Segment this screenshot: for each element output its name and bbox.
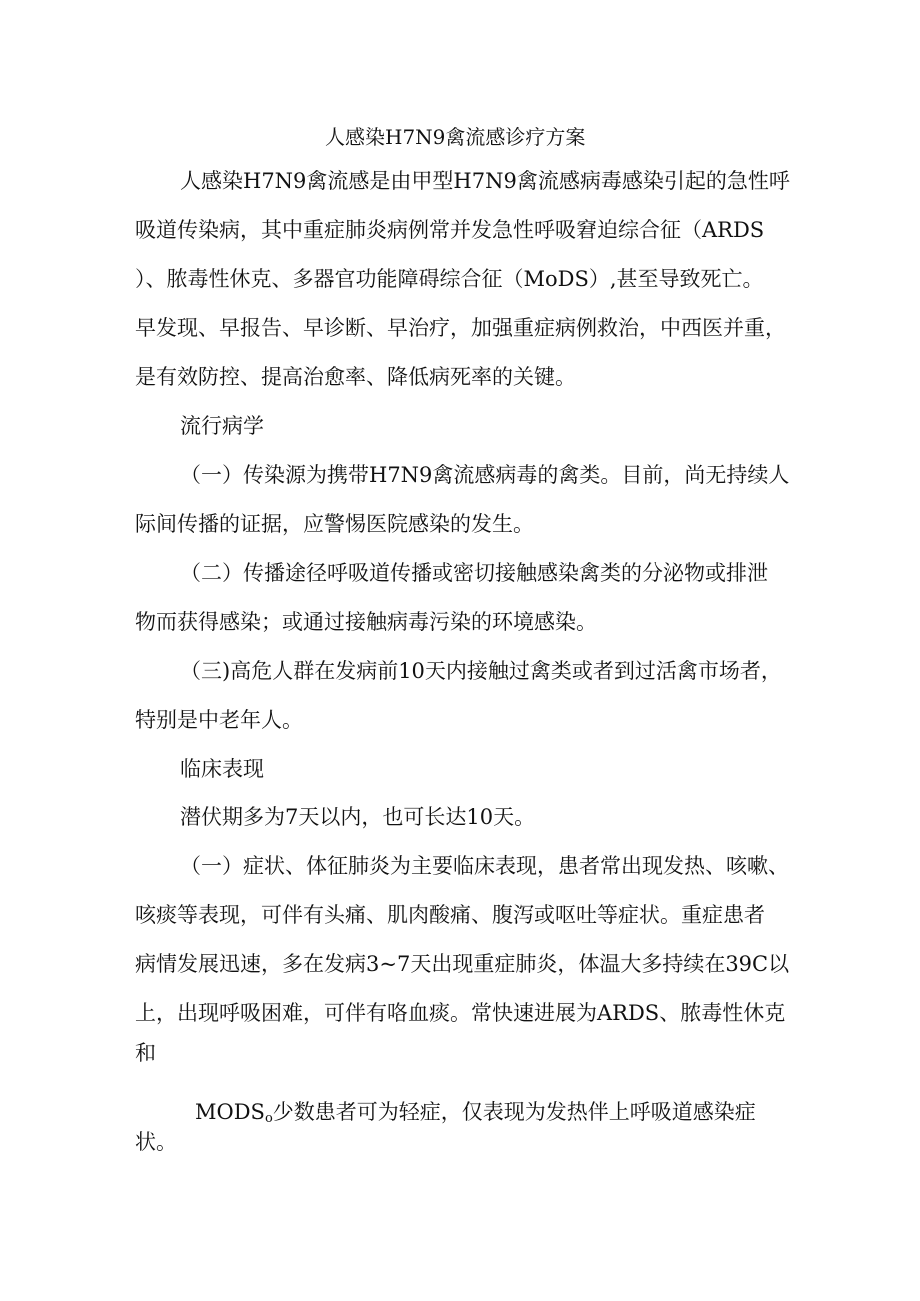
text-line: 早发现、早报告、早诊断、早治疗，加强重症病例救治，中西医并重， bbox=[135, 316, 786, 340]
text-line: （三)高危人群在发病前10天内接触过禽类或者到过活禽市场者， bbox=[180, 659, 782, 683]
text-line: 际间传播的证据，应警惕医院感染的发生。 bbox=[135, 512, 534, 536]
text-line: 特别是中老年人。 bbox=[135, 708, 303, 732]
text-line: 状。 bbox=[135, 1130, 177, 1154]
continuation-text: 少数患者可为轻症，仅表现为发热伴上呼吸道感染症 bbox=[272, 1100, 756, 1124]
text-line: 上，出现呼吸困难，可伴有咯血痰。常快速进展为ARDS、脓毒性休克 bbox=[135, 1001, 786, 1025]
text-line: （一）传染源为携带H7N9禽流感病毒的禽类。目前，尚无持续人 bbox=[180, 463, 790, 487]
section-heading-epidemiology: 流行病学 bbox=[180, 414, 264, 438]
text-line: 人感染H7N9禽流感是由甲型H7N9禽流感病毒感染引起的急性呼 bbox=[180, 169, 790, 193]
incubation-line: 潜伏期多为7天以内，也可长达10天。 bbox=[180, 805, 536, 829]
text-line: （一）症状、体征肺炎为主要临床表现，患者常出现发热、咳嗽、 bbox=[180, 854, 789, 878]
text-line: 是有效防控、提高治愈率、降低病死率的关键。 bbox=[135, 365, 576, 389]
mods-term: MODS bbox=[195, 1100, 265, 1124]
text-line: （二）传播途径呼吸道传播或密切接触感染禽类的分泌物或排泄 bbox=[180, 561, 768, 585]
subscript-mark: o bbox=[264, 1111, 273, 1126]
text-line: 病情发展迅速，多在发病3~7天出现重症肺炎，体温大多持续在39C以 bbox=[135, 952, 790, 976]
text-line bbox=[195, 1097, 756, 1134]
text-line: 和 bbox=[135, 1041, 156, 1065]
text-line: 物而获得感染；或通过接触病毒污染的环境感染。 bbox=[135, 610, 597, 634]
text-line: ）、脓毒性休克、多器官功能障碍综合征（MoDS）,甚至导致死亡。 bbox=[135, 267, 764, 291]
section-heading-clinical: 临床表现 bbox=[180, 757, 264, 781]
document-title: 人感染H7N9禽流感诊疗方案 bbox=[325, 125, 586, 149]
text-line: 咳痰等表现，可伴有头痛、肌肉酸痛、腹泻或呕吐等症状。重症患者 bbox=[135, 903, 765, 927]
text-line: 吸道传染病，其中重症肺炎病例常并发急性呼吸窘迫综合征（ARDS bbox=[135, 218, 765, 242]
